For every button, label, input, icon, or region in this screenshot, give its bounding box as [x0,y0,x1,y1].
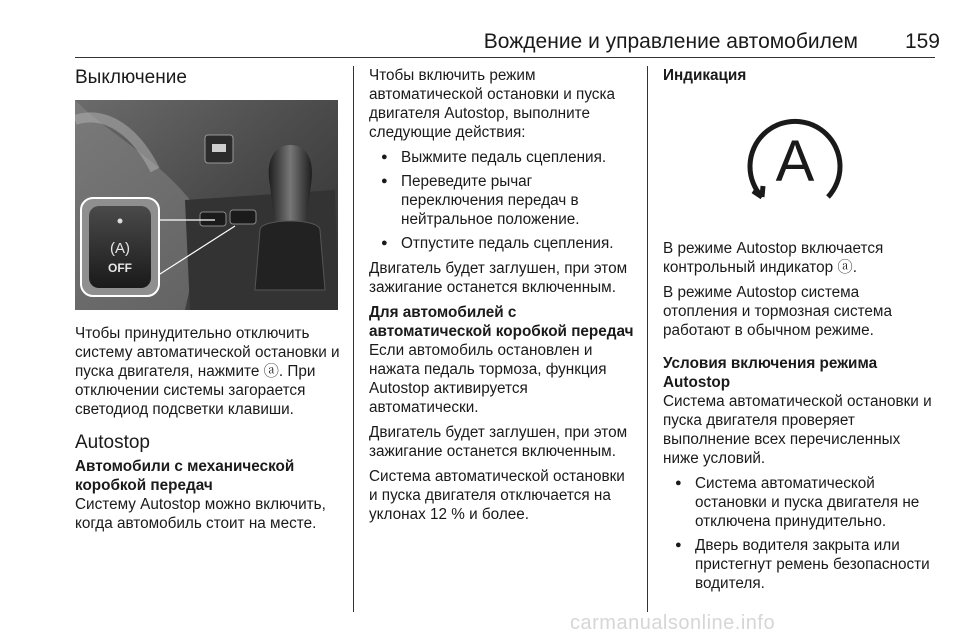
section-title-indikaciya: Индикация [663,67,747,84]
button-symbol: (A) [110,240,130,257]
paragraph: В режиме Autostop система отопления и тормозная система работают в обычном режиме. [663,284,892,339]
header-rule [75,57,935,58]
column-2 [369,66,635,530]
paragraph: Если автомобиль остановлен и нажата педаль тормоза, функция Autostop активируется автоматически. [369,342,607,416]
subheading-automatic-gearbox: Для автомобилей с автоматической коробкой передач [369,304,634,340]
list-item: ● Дверь водителя закрыта или пристегнут ремень безопасности водителя. [663,536,935,593]
list-item: ● Система автоматической остановки и пуска двигателя не отключена принудительно. [663,474,935,531]
autostop-off-button-photo [75,100,338,310]
steps-list [369,148,635,253]
indicator-letter: A [775,129,814,194]
autostop-indicator-icon [663,95,926,225]
paragraph: Чтобы включить режим автоматической остановки и пуска двигателя Autostop, выполните следующие действия: [369,67,615,141]
list-item: ● Переведите рычаг переключения передач в нейтральное положение. [369,172,635,229]
subheading-manual-gearbox: Автомобили с механической коробкой передач [75,458,295,494]
subheading-conditions: Условия включения режима Autostop [663,355,878,391]
paragraph: В режиме Autostop включается контрольный индикатор ⓐ. [663,240,884,276]
paragraph: Система автоматической остановки и пуска двигателя проверяет выполнение всех перечисленных ниже условий. [663,393,932,467]
column-divider-1 [353,66,354,612]
header-title: Вождение и управление автомобилем [483,30,858,53]
page-number: 159 [904,30,940,53]
paragraph: Система автоматической остановки и пуска двигателя отключается на уклонах 12 % и более. [369,468,625,523]
column-divider-2 [647,66,648,612]
column-3 [663,66,935,599]
section-title-vykluchenie: Выключение [75,67,187,88]
console-illustration [75,100,338,310]
button-label: OFF [108,261,132,275]
paragraph: Двигатель будет заглушен, при этом зажигание останется включенным. [369,424,628,460]
list-item: ● Отпустите педаль сцепления. [369,234,635,253]
paragraph: Чтобы принудительно отключить систему автоматической остановки и пуска двигателя, нажмите ⓐ. При отключении системы загорается светодиод подсветки клавиши. [75,325,340,418]
autostop-a-icon [735,105,855,215]
heading-autostop: Autostop [75,432,150,453]
paragraph: Систему Autostop можно включить, когда автомобиль стоит на месте. [75,496,326,532]
list-item: ● Выжмите педаль сцепления. [369,148,635,167]
column-1 [75,66,341,539]
watermark: carmanualsonline.info [570,612,776,634]
paragraph: Двигатель будет заглушен, при этом зажигание останется включенным. [369,260,628,296]
conditions-list [663,474,935,593]
